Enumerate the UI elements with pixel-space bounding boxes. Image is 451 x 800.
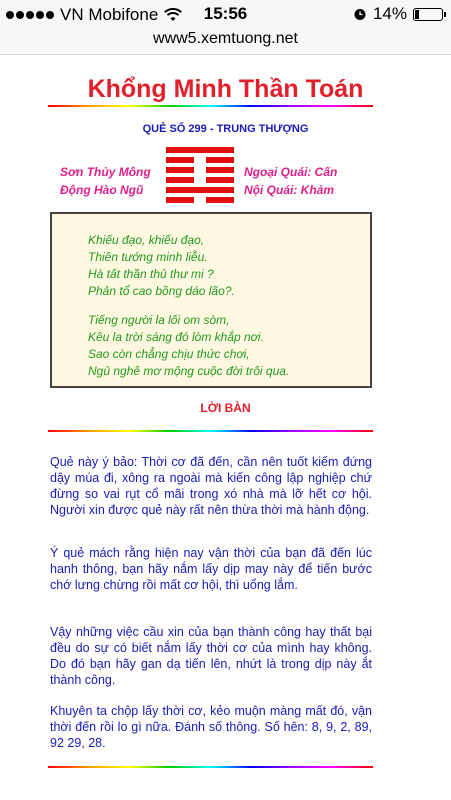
hexagram-line-broken xyxy=(166,157,234,163)
poem-stanza-chinese xyxy=(88,232,235,300)
hexagram-right-info xyxy=(244,163,337,199)
commentary-paragraph: Vậy những việc cầu xin của bạn thành công hay thất bại đều do sự có biết nắm lấy thời cơ của mình hay không. Do đó bạn hãy gan dạ tiến lên, nhứt là trong dịp này ắt thành công. xyxy=(50,625,372,687)
hexagram-left-info xyxy=(60,163,151,199)
status-right xyxy=(353,4,443,24)
hexagram-icon xyxy=(166,147,234,203)
poem-line: Tiếng người la lối om sòm, xyxy=(88,313,230,327)
poem-line: Ngủ nghê mơ mộng cuộc đời trôi qua. xyxy=(88,364,290,378)
hexagram-line-solid xyxy=(166,187,234,193)
page-content xyxy=(0,55,451,800)
carrier-name: VN Mobifone xyxy=(60,5,159,24)
battery-fill xyxy=(415,10,419,19)
commentary-paragraph: Khuyên ta chộp lấy thời cơ, kẻo muộn màng mất đó, vận thời đến rồi lo gì nữa. Đánh số thông. Số hên: 8, 9, 2, 89, 92 29, 28. xyxy=(50,704,372,750)
hexagram-line-broken xyxy=(166,167,234,173)
section-heading: LỜI BÀN xyxy=(200,401,251,415)
battery-percent: 14% xyxy=(372,4,407,23)
commentary-paragraph: Ý quẻ mách rằng hiện nay vận thời của bạn đã đến lúc hanh thông, bạn hãy nắm lấy dịp may này để tiến bước chớ lưng chừng rồi mất cơ hội, thì uổng lắm. xyxy=(50,546,372,592)
poem-line: Kêu la trời sáng đó lòm khắp nơi. xyxy=(88,330,264,344)
status-bar xyxy=(0,0,451,28)
poem-line: Sao còn chẳng chịu thức chơi, xyxy=(88,347,250,361)
rainbow-divider xyxy=(48,766,373,768)
outer-trigram: Ngoại Quái: Cấn xyxy=(244,165,338,179)
poem-line: Hà tất thần thủ thư mi ? xyxy=(88,267,214,281)
inner-trigram: Nội Quái: Khảm xyxy=(244,183,335,197)
address-bar[interactable] xyxy=(0,28,451,55)
hexagram-line-broken xyxy=(166,177,234,183)
status-time: 15:56 xyxy=(203,4,248,23)
hexagram-name: Sơn Thủy Mông xyxy=(60,165,151,179)
alarm-clock-icon xyxy=(353,7,367,21)
poem-stanza-vietnamese xyxy=(88,312,289,380)
moving-line: Động Hào Ngũ xyxy=(60,183,144,197)
rainbow-divider xyxy=(48,430,373,432)
poem-line: Thiên tướng minh liễu. xyxy=(88,250,208,264)
rainbow-divider xyxy=(48,105,373,107)
hexagram-line-broken xyxy=(166,197,234,203)
commentary-paragraph: Quẻ này ý bảo: Thời cơ đã đến, cần nên tuốt kiếm đứng dậy múa đi, xông ra ngoài mà kiến công lập nghiệp chứ đừng so vai rụt cổ mãi trong xó nhà mà lỡ hết cơ hội. Người xin được quẻ này rất nên thừa thời mà hành động. xyxy=(50,455,372,517)
url-text[interactable]: www5.xemtuong.net xyxy=(153,30,298,47)
hexagram-subtitle: QUẺ SỐ 299 - TRUNG THƯỢNG xyxy=(142,123,309,135)
poem-line: Khiếu đạo, khiếu đạo, xyxy=(88,233,205,247)
page-title: Khổng Minh Thần Toán xyxy=(87,75,364,103)
poem-line: Phản tổ cao bồng dáo lão?. xyxy=(88,284,235,298)
battery-icon xyxy=(413,8,443,21)
hexagram-line-solid xyxy=(166,147,234,153)
poem-box xyxy=(50,212,372,388)
